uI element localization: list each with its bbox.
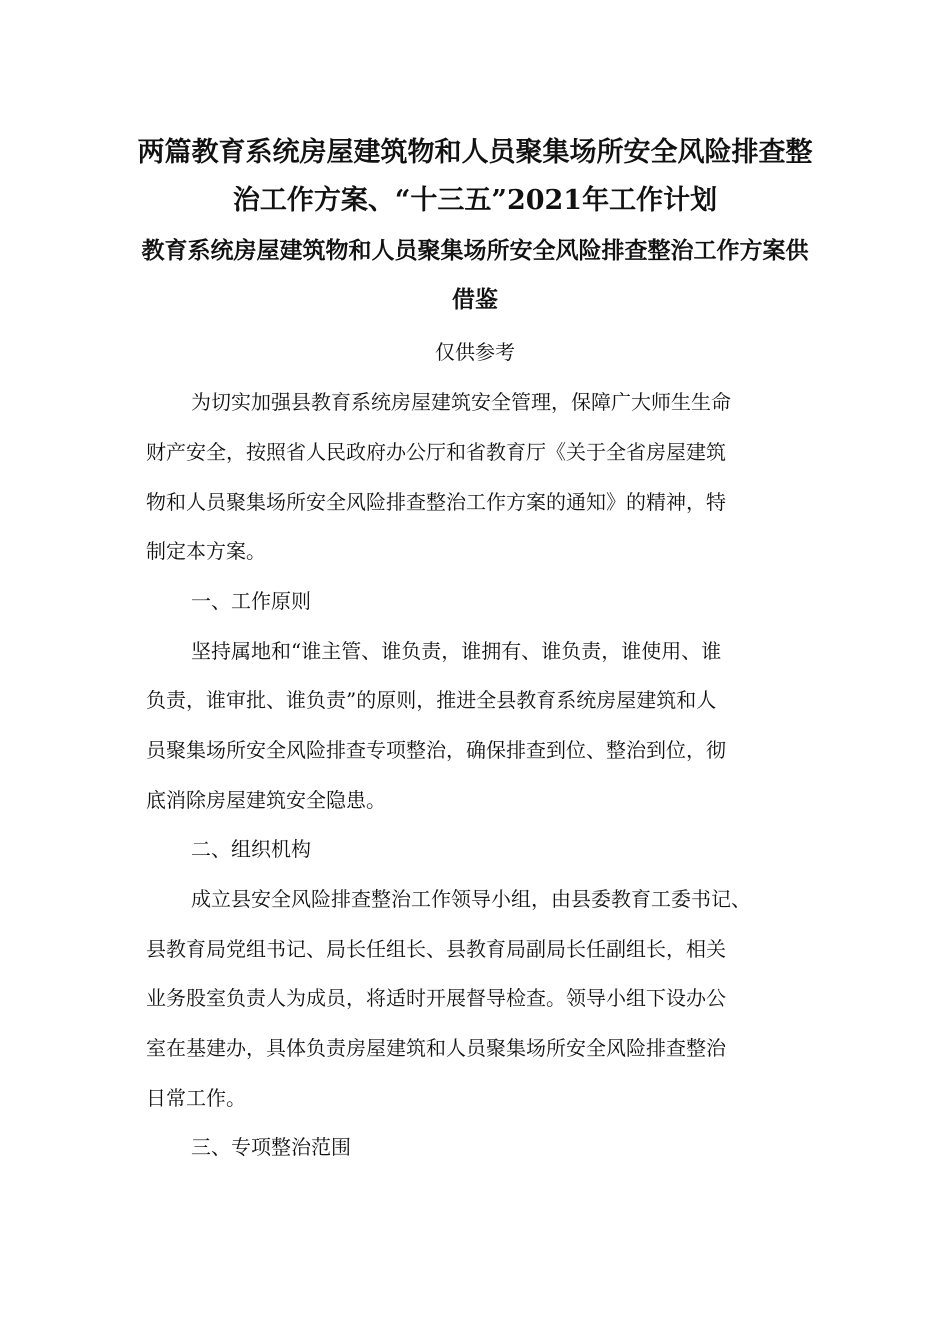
reference-note: 仅供参考 — [435, 340, 515, 364]
body-line: 为切实加强县教育系统房屋建筑安全管理，保障广大师生生命 — [191, 390, 731, 414]
section-heading: 三、专项整治范围 — [191, 1135, 351, 1159]
body-line: 制定本方案。 — [146, 539, 266, 563]
body-line: 底消除房屋建筑安全隐患。 — [146, 788, 386, 812]
body-line: 坚持属地和“谁主管、谁负责，谁拥有、谁负责，谁使用、谁 — [191, 639, 722, 663]
body-line: 财产安全，按照省人民政府办公厅和省教育厅《关于全省房屋建筑 — [146, 440, 726, 464]
document-title-line-1: 两篇教育系统房屋建筑物和人员聚集场所安全风险排查整 — [137, 137, 813, 168]
body-line: 物和人员聚集场所安全风险排查整治工作方案的通知》的精神，特 — [146, 490, 726, 514]
body-line: 县教育局党组书记、局长任组长、县教育局副局长任副组长，相关 — [146, 937, 726, 961]
section-heading: 一、工作原则 — [191, 589, 311, 613]
body-line: 负责，谁审批、谁负责”的原则，推进全县教育系统房屋建筑和人 — [146, 688, 717, 712]
document-subtitle-line-1: 教育系统房屋建筑物和人员聚集场所安全风险排查整治工作方案供 — [141, 237, 809, 264]
section-heading: 二、组织机构 — [191, 837, 311, 861]
body-line: 员聚集场所安全风险排查专项整治，确保排查到位、整治到位，彻 — [146, 738, 726, 762]
document-subtitle-line-2: 借鉴 — [452, 286, 498, 313]
body-line: 成立县安全风险排查整治工作领导小组，由县委教育工委书记、 — [191, 887, 751, 911]
document-title-line-2: 治工作方案、“十三五”2021年工作计划 — [232, 185, 718, 216]
body-line: 日常工作。 — [146, 1086, 246, 1110]
body-line: 室在基建办，具体负责房屋建筑和人员聚集场所安全风险排查整治 — [146, 1036, 726, 1060]
body-line: 业务股室负责人为成员，将适时开展督导检查。领导小组下设办公 — [146, 986, 726, 1010]
